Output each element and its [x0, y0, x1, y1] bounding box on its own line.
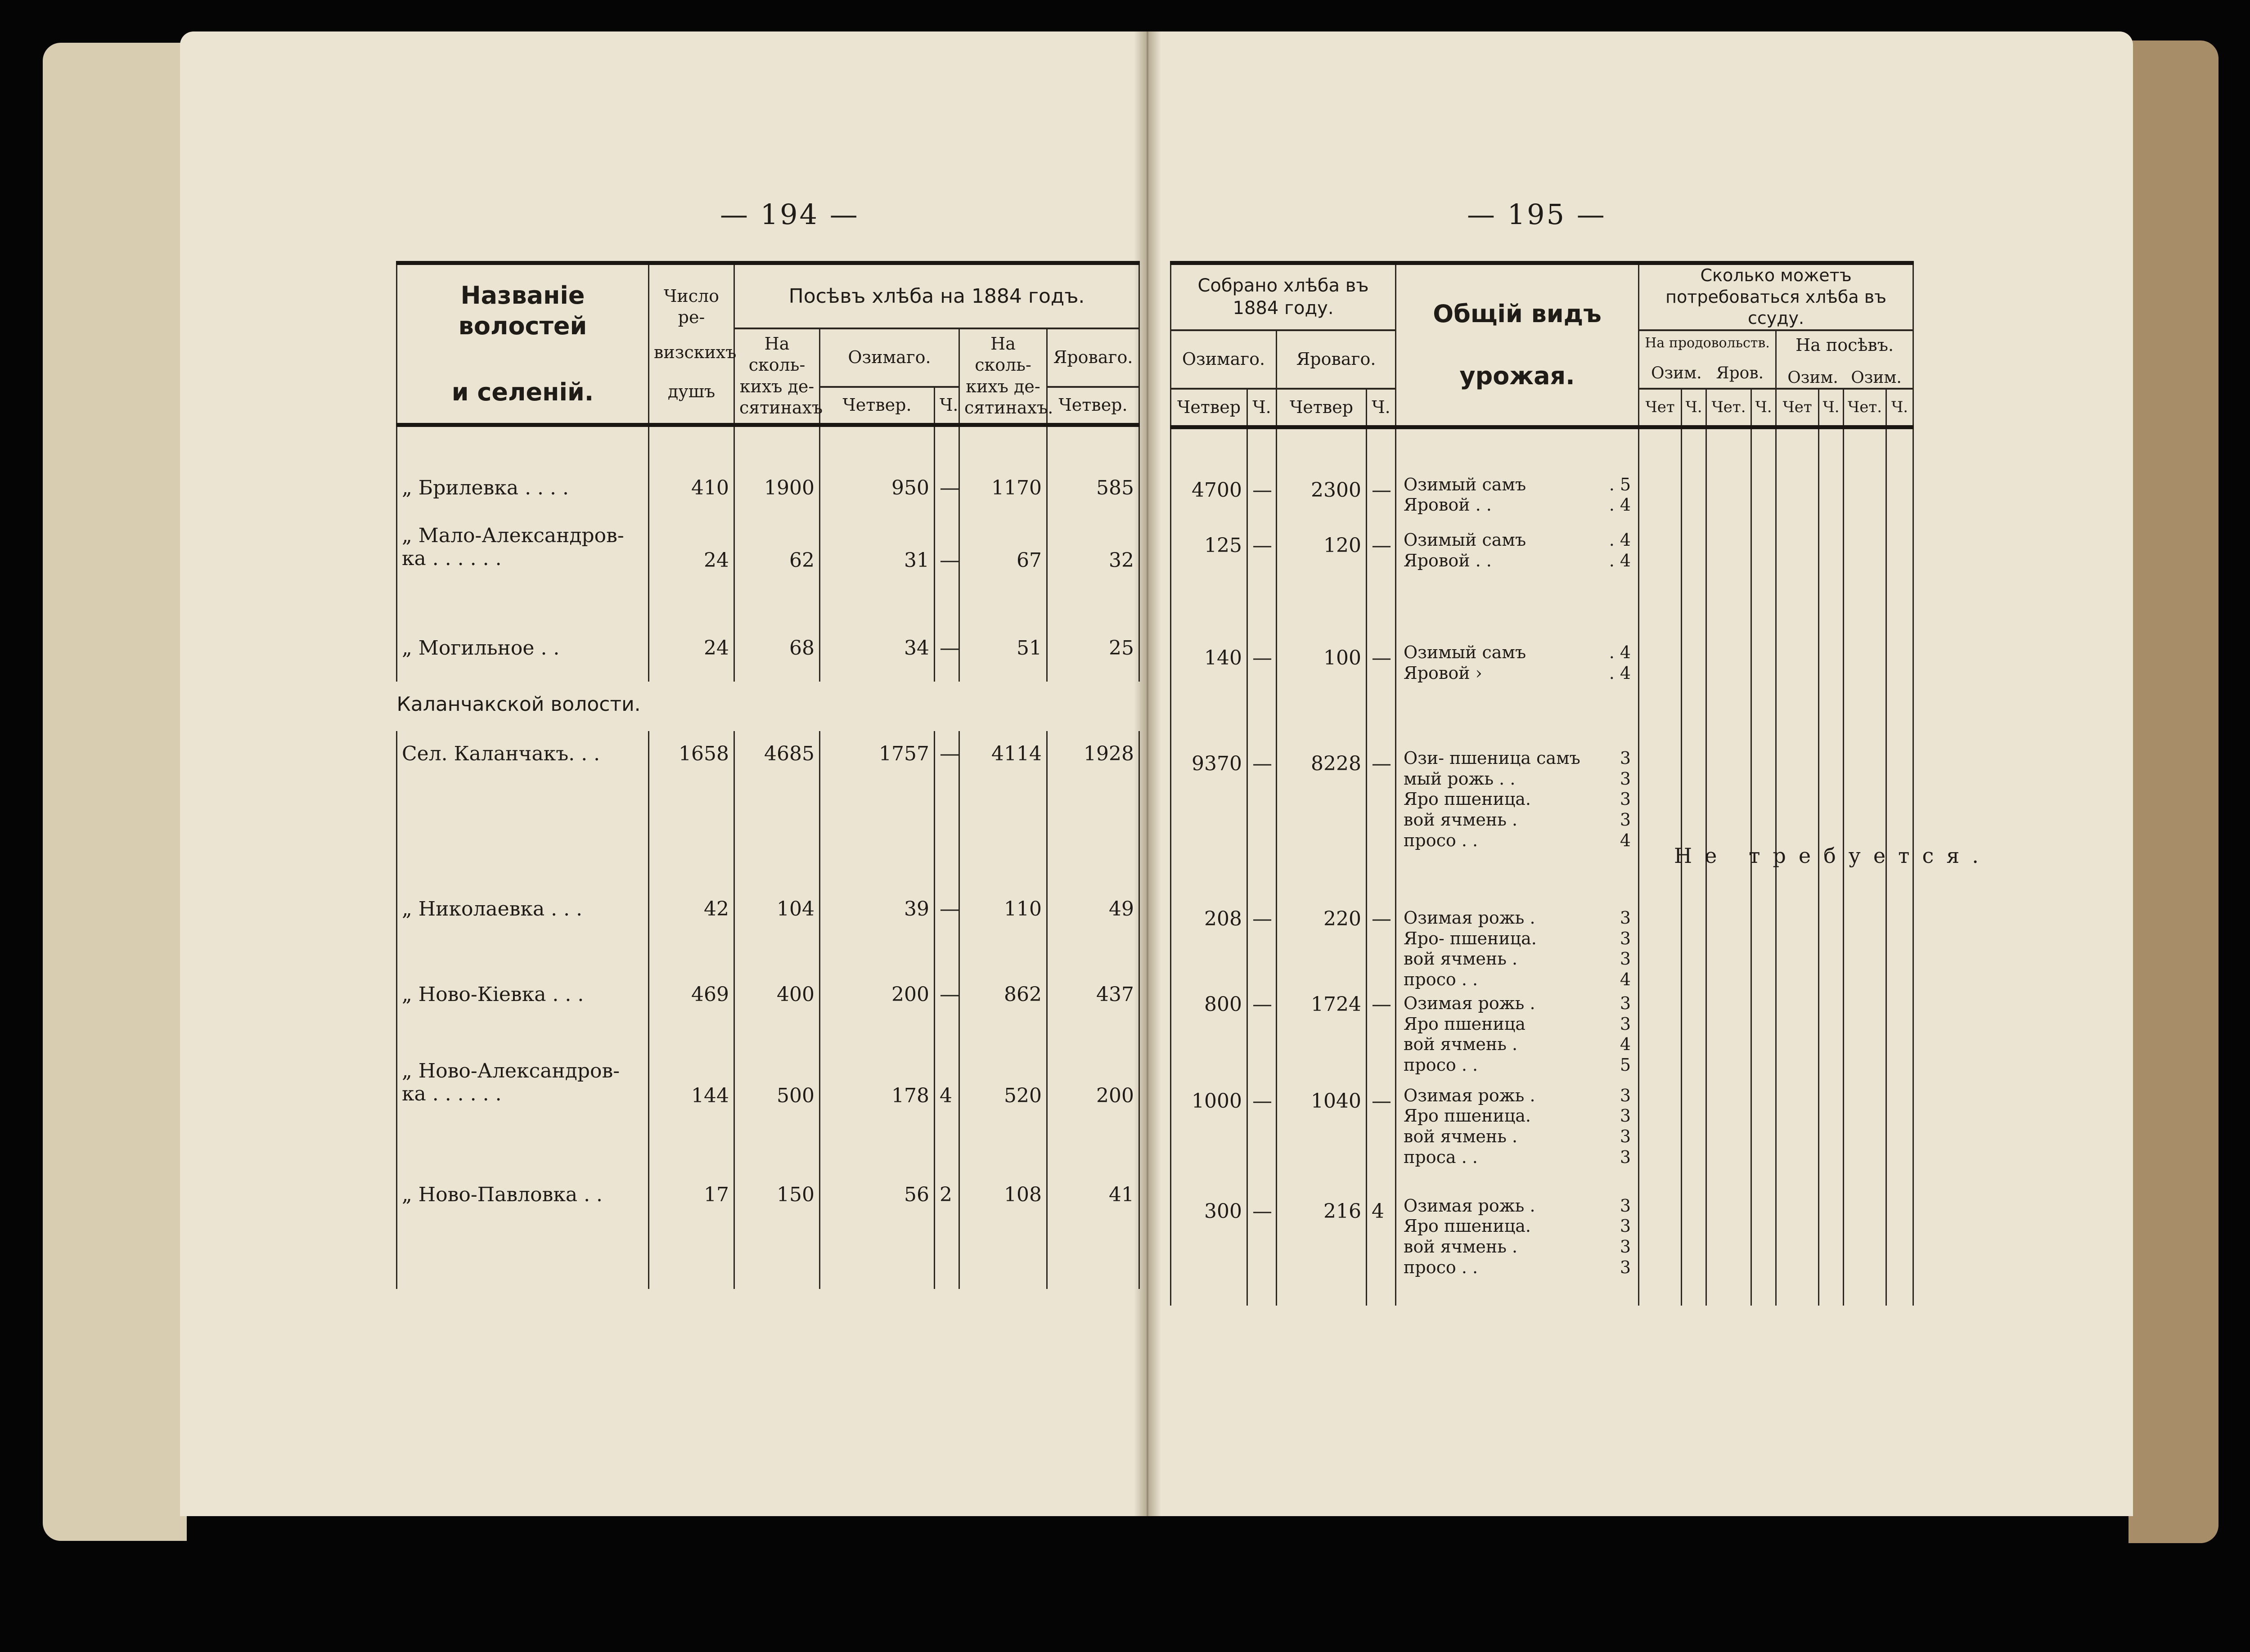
table-row: „ Мало-Александров- ка . . . . . . 24 62 31 — 67 32 — [397, 506, 1139, 628]
table-row: „ Брилевка . . . . 410 1900 950 — 1170 585 — [397, 425, 1139, 506]
yield-description: Озимая рожь . 3 Яро- пшеница. 3 вой ячмень . 3 просо . . 4 — [1396, 907, 1639, 993]
table-row — [397, 682, 1139, 731]
right-table: Собрано хлѣба въ 1884 году. Общій видъ урожая. Сколько можетъ потребоваться хлѣба въ ссуду. Озимаго. Яроваго. На продовольств. Озим. Яров. На посѣвъ. Озим. Озим. Четвер Ч. Четвер Ч. Чет Ч. Чет. Ч. Чет Ч. Чет. Ч. 4700 — 2300 — Озимый самъ . 5 Яровой . . . 4 125 — 120 — Озимый самъ . 4 Яровой . . . 4 140 — 100 — Озимый самъ . 4 Яровой › . 4 9370 — 8228 — Ози- пшеница самъ 3 мый рожь . . 3 Яро пшеница. 3 вой ячмень . 3 просо . . 4 208 — 220 — Озимая рожь . 3 Яро- пшеница. 3 вой ячмень . 3 просо . . 4 800 — 1724 — Озимая рожь . 3 Яро пшеница 3 вой ячмень . 4 просо . . 5 1000 — 1040 — Озимая рожь . 3 Яро пшеница. 3 вой ячмень . 3 проса . . 3 300 — 216 4 Озимая рожь . 3 Яро пшеница. 3 вой ячмень . 3 просо . . 3 — [1170, 261, 1914, 1306]
table-row: 125 — 120 — Озимый самъ . 4 Яровой . . . 4 — [1171, 516, 1913, 637]
header-area-winter: На сколь-кихъ де-сятинахъ — [734, 328, 820, 425]
table-row: 300 — 216 4 Озимая рожь . 3 Яро пшеница. 3 вой ячмень . 3 просо . . 3 — [1171, 1189, 1913, 1306]
yield-description: Озимая рожь . 3 Яро пшеница. 3 вой ячмень . 3 проса . . 3 — [1396, 1076, 1639, 1189]
table-row: „ Ново-Кіевка . . . 469 400 200 — 862 437 — [397, 983, 1139, 1059]
left-table — [396, 261, 1140, 1289]
header-spring-r: Яроваго. — [1277, 330, 1396, 389]
header-collected: Собрано хлѣба въ 1884 году. — [1171, 263, 1396, 330]
table-row: 4700 — 2300 — Озимый самъ . 5 Яровой . . . 4 — [1171, 427, 1913, 516]
table-row: Сел. Каланчакъ. . . 1658 4685 1757 — 4114 1928 — [397, 731, 1139, 898]
yield-description: Озимая рожь . 3 Яро пшеница. 3 вой ячмень . 3 просо . . 3 — [1396, 1189, 1639, 1306]
header-ch: Ч. — [935, 387, 959, 425]
right-page-edges — [2128, 40, 2218, 1543]
header-food: На продовольств. Озим. Яров. — [1639, 330, 1776, 389]
header-chetver: Четвер. — [820, 387, 935, 425]
header-sowing-r: На посѣвъ. Озим. Озим. — [1776, 330, 1913, 389]
table-row: „ Могильное . . 24 68 34 — 51 25 — [397, 628, 1139, 682]
table-row: „ Николаевка . . . 42 104 39 — 110 49 — [397, 898, 1139, 983]
page-number-right: — 195 — — [1467, 198, 1606, 231]
table-row: 1000 — 1040 — Озимая рожь . 3 Яро пшеница. 3 вой ячмень . 3 проса . . 3 — [1171, 1076, 1913, 1189]
table-row: „ Ново-Александров- ка . . . . . . 144 500 178 4 520 200 — [397, 1059, 1139, 1172]
volost-heading: Каланчакской волости. — [396, 692, 641, 716]
header-souls: Число ре- визскихъ душъ — [649, 263, 734, 425]
table-row: 208 — 220 — Озимая рожь . 3 Яро- пшеница. 3 вой ячмень . 3 просо . . 4 — [1171, 907, 1913, 993]
table-row: 9370 — 8228 — Ози- пшеница самъ 3 мый рожь . . 3 Яро пшеница. 3 вой ячмень . 3 просо . . 4 — [1171, 741, 1913, 907]
table-row: 140 — 100 — Озимый самъ . 4 Яровой › . 4 — [1171, 637, 1913, 691]
header-winter: Озимаго. — [820, 328, 959, 387]
left-page-edges — [43, 43, 187, 1541]
header-area-spring: На сколь-кихъ де-сятинахъ. — [959, 328, 1047, 425]
header-general: Общій видъ урожая. — [1396, 263, 1639, 427]
yield-description: Озимая рожь . 3 Яро пшеница 3 вой ячмень . 4 просо . . 5 — [1396, 993, 1639, 1076]
yield-description: Ози- пшеница самъ 3 мый рожь . . 3 Яро пшеница. 3 вой ячмень . 3 просо . . 4 — [1396, 741, 1639, 907]
not-required-note: Не требуется. — [1674, 844, 1991, 868]
table-row — [1171, 691, 1913, 741]
table-row: „ Ново-Павловка . . 17 150 56 2 108 41 — [397, 1172, 1139, 1289]
header-sowing: Посѣвъ хлѣба на 1884 годъ. — [734, 263, 1139, 328]
header-name: Названіе волостей и селеній. — [397, 263, 649, 425]
page-number-left: — 194 — — [720, 198, 860, 231]
yield-description: Озимый самъ . 5 Яровой . . . 4 — [1396, 427, 1639, 516]
header-chetver-2: Четвер. — [1047, 387, 1139, 425]
yield-description: Озимый самъ . 4 Яровой . . . 4 — [1396, 516, 1639, 637]
yield-description: Озимый самъ . 4 Яровой › . 4 — [1396, 637, 1639, 691]
header-need: Сколько можетъ потребоваться хлѣба въ ссуду. — [1639, 263, 1913, 330]
header-winter-r: Озимаго. — [1171, 330, 1277, 389]
table-row: 800 — 1724 — Озимая рожь . 3 Яро пшеница 3 вой ячмень . 4 просо . . 5 — [1171, 993, 1913, 1076]
header-spring: Яроваго. — [1047, 328, 1139, 387]
